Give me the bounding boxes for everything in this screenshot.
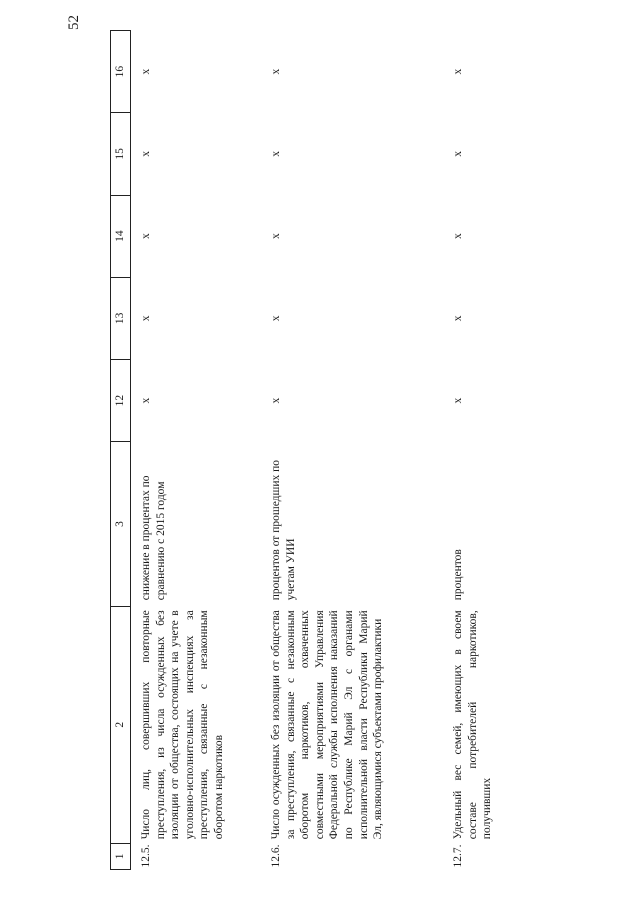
value-cell: x [452, 315, 464, 322]
indicator-table [110, 30, 501, 870]
unit-of-measure: процентов от прошедших по учетам УИИ [270, 459, 297, 601]
value-cell: x [270, 397, 282, 404]
table-row [131, 31, 262, 870]
column-header: 14 [111, 195, 131, 277]
unit-of-measure: снижение в процентах по сравнению с 2015 годом [140, 475, 167, 601]
value-cell: x [452, 151, 464, 157]
indicator-name: Число лиц, совершивших повторные преступления, из числа осужденных без изоляции от общества, состоящих на учете в уголовно-исполнительных инспекциях за преступления, связанные с незаконным оборотом наркотиков [140, 610, 225, 840]
column-header: 2 [111, 606, 131, 843]
table-row [261, 31, 443, 870]
column-header: 13 [111, 277, 131, 359]
value-cell: x [140, 315, 152, 322]
row-number: 12.7. [452, 844, 464, 868]
value-cell: x [270, 315, 282, 322]
value-cell: x [140, 233, 152, 240]
row-number: 12.6. [270, 844, 282, 868]
page-number: 52 [66, 15, 82, 30]
value-cell: x [270, 151, 282, 157]
header-row [111, 31, 131, 870]
value-cell: x [140, 151, 152, 157]
row-number: 12.5. [140, 844, 152, 868]
value-cell: x [452, 397, 464, 404]
value-cell: x [452, 233, 464, 240]
column-header: 3 [111, 442, 131, 607]
indicator-name: Число осужденных без изоляции от общества за преступления, связанные с незаконным оборотом наркотиков, охваченных совместными мероприятиями Управления Федеральной службы исполнения наказаний по Республике Марий Эл с органами исполнительной власти Республики Марий Эл, являющимися субъектами профилактики [270, 610, 385, 840]
column-header: 1 [111, 843, 131, 869]
column-header: 15 [111, 113, 131, 195]
column-header: 12 [111, 360, 131, 442]
column-header: 16 [111, 31, 131, 113]
value-cell: x [270, 233, 282, 240]
value-cell: x [452, 68, 464, 75]
unit-of-measure: процентов [452, 549, 464, 601]
value-cell: x [140, 68, 152, 75]
value-cell: x [270, 68, 282, 75]
value-cell: x [140, 397, 152, 404]
indicator-name: Удельный вес семей, имеющих в своем составе потребителей наркотиков, получивших [452, 610, 494, 840]
table-row [443, 31, 501, 870]
rotated-table-container [110, 30, 515, 870]
